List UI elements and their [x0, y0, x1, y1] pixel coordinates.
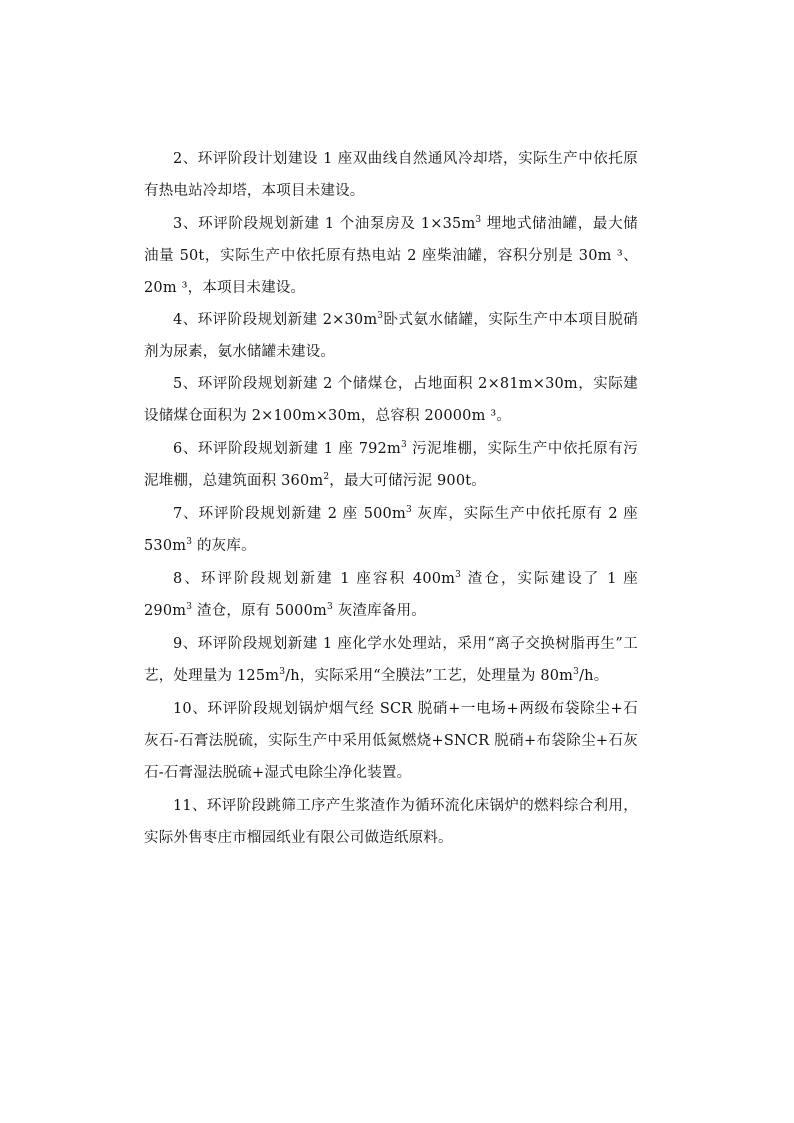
- superscript: 3: [400, 440, 407, 450]
- paragraph-text: 的灰库。: [192, 538, 256, 554]
- paragraph-5: [144, 368, 638, 432]
- paragraph-text: 5、环评阶段规划新建 2 个储煤仓，占地面积 2×81m×30m，实际建设储煤仓面积为 2×100m×30m，总容积 20000m ³。: [144, 376, 638, 424]
- paragraph-text: 渣仓，原有 5000m: [192, 603, 327, 619]
- paragraph-text: 渣仓，实际建设了 1 座 290m: [144, 571, 638, 619]
- paragraph-text: 6、环评阶段规划新建 1 座 792m: [173, 441, 401, 457]
- superscript: 3: [405, 505, 412, 515]
- superscript: 3: [475, 215, 482, 225]
- superscript: 3: [377, 311, 384, 321]
- paragraph-10: [144, 693, 638, 789]
- superscript: 3: [186, 537, 193, 547]
- paragraph-text: 9、环评阶段规划新建 1 座化学水处理站，采用“离子交换树脂再生”工艺，处理量为 125m: [144, 636, 638, 684]
- paragraph-3: [144, 208, 638, 304]
- superscript: 3: [573, 667, 580, 677]
- paragraph-text: /h，实际采用“全膜法”工艺，处理量为 80m: [285, 668, 574, 684]
- paragraph-text: 灰渣库备用。: [332, 603, 426, 619]
- paragraph-text: 3、环评阶段规划新建 1 个油泵房及 1×35m: [173, 216, 476, 232]
- paragraph-text: 8、环评阶段规划新建 1 座容积 400m: [173, 571, 456, 587]
- paragraph-11: [144, 790, 638, 854]
- paragraph-text: 10、环评阶段规划锅炉烟气经 SCR 脱硝+一电场+两级布袋除尘+石灰石-石膏法脱硫，实际生产中采用低氮燃烧+SNCR 脱硝+布袋除尘+石灰石-石膏湿法脱硫+湿式电除尘净化装置。: [144, 701, 638, 781]
- superscript: 2: [323, 472, 330, 482]
- paragraph-2: [144, 143, 638, 207]
- paragraph-8: [144, 563, 638, 627]
- paragraph-text: 污泥堆棚，实际生产中依托原有污泥堆棚，总建筑面积 360m: [144, 441, 638, 489]
- superscript: 3: [279, 667, 286, 677]
- paragraph-text: 2、环评阶段计划建设 1 座双曲线自然通风冷却塔，实际生产中依托原有热电站冷却塔，本项目未建设。: [144, 151, 638, 199]
- paragraph-6: [144, 433, 638, 497]
- paragraph-text: ，最大可储污泥 900t。: [329, 473, 486, 489]
- paragraph-4: [144, 304, 638, 368]
- paragraph-text: 11、环评阶段跳筛工序产生浆渣作为循环流化床锅炉的燃料综合利用，实际外售枣庄市榴园纸业有限公司做造纸原料。: [144, 798, 638, 846]
- paragraph-text: 7、环评阶段规划新建 2 座 500m: [173, 506, 406, 522]
- superscript: 3: [186, 602, 193, 612]
- paragraph-9: [144, 628, 638, 692]
- paragraph-text: /h。: [579, 668, 609, 684]
- paragraph-text: 卧式氨水储罐，实际生产中本项目脱硝剂为尿素，氨水储罐未建设。: [144, 312, 639, 360]
- superscript: 3: [326, 602, 333, 612]
- paragraph-7: [144, 498, 638, 562]
- paragraph-text: 4、环评阶段规划新建 2×30m: [173, 312, 378, 328]
- paragraph-text: 埋地式储油罐，最大储油量 50t，实际生产中依托原有热电站 2 座柴油罐，容积分别是 30m ³、20m ³，本项目未建设。: [144, 216, 638, 296]
- paragraph-text: 灰库，实际生产中依托原有 2 座 530m: [144, 506, 638, 554]
- superscript: 3: [455, 570, 462, 580]
